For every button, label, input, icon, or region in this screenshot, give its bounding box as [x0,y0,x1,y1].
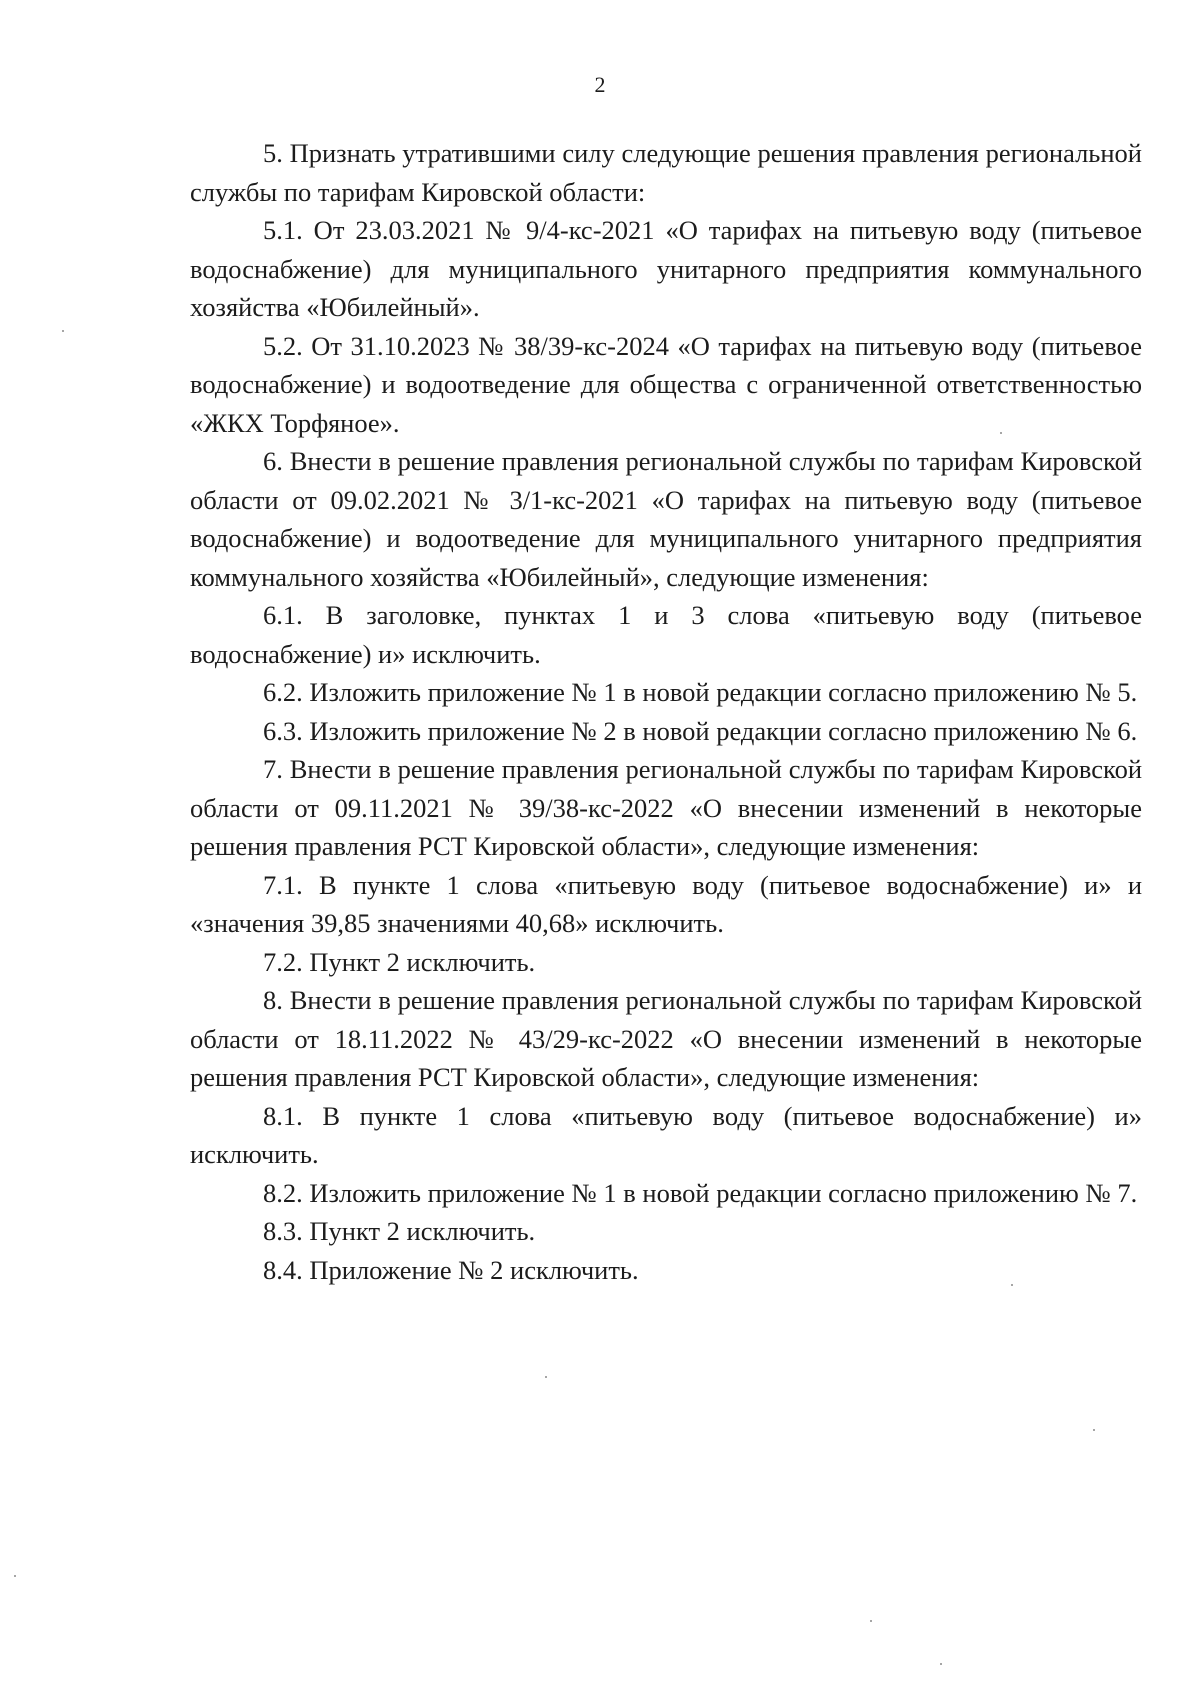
paragraph-7: 7. Внести в решение правления региональной службы по тарифам Кировской области от 09.11.2021 № 39/38-кс-2022 «О внесении изменений в некоторые решения правления РСТ Кировской области», следующие изменения: [190,754,1142,861]
paragraph-5-1: 5.1. От 23.03.2021 № 9/4-кс-2021 «О тарифах на питьевую воду (питьевое водоснабжение) для муниципального унитарного предприятия коммунального хозяйства «Юбилейный». [190,215,1142,322]
paragraph-6-2: 6.2. Изложить приложение № 1 в новой редакции согласно приложению № 5. [263,677,1138,707]
paragraph-6: 6. Внести в решение правления региональной службы по тарифам Кировской области от 09.02.2021 № 3/1-кс-2021 «О тарифах на питьевую воду (питьевое водоснабжение) и водоотведение для муниципального унитарного предприятия коммунального хозяйства «Юбилейный», следующие изменения: [190,446,1142,592]
paragraph-8-4: 8.4. Приложение № 2 исключить. [263,1254,639,1285]
paragraph-8-1: 8.1. В пункте 1 слова «питьевую воду (питьевое водоснабжение) и» исключить. [190,1100,1142,1169]
page-number: 2 [594,72,606,97]
scan-speck [1000,432,1002,434]
document-body [190,134,1142,1289]
scan-speck [14,1575,16,1577]
paragraph-7-1: 7.1. В пункте 1 слова «питьевую воду (питьевое водоснабжение) и» и «значения 39,85 значениями 40,68» исключить. [190,869,1142,938]
scan-speck [62,330,64,332]
paragraph-8-3: 8.3. Пункт 2 исключить. [263,1216,536,1246]
paragraph-5: 5. Признать утратившими силу следующие решения правления региональной службы по тарифам Кировской области: [190,138,1142,207]
paragraph-5-2: 5.2. От 31.10.2023 № 38/39-кс-2024 «О тарифах на питьевую воду (питьевое водоснабжение) и водоотведение для общества с ограниченной ответственностью «ЖКХ Торфяное». [190,330,1142,438]
scan-speck [870,1620,872,1622]
scan-speck [1093,1429,1095,1431]
paragraph-8-2: 8.2. Изложить приложение № 1 в новой редакции согласно приложению № 7. [263,1177,1138,1208]
scan-speck [940,1663,942,1665]
paragraph-6-3: 6.3. Изложить приложение № 2 в новой редакции согласно приложению № 6. [263,715,1138,746]
paragraph-8: 8. Внести в решение правления региональной службы по тарифам Кировской области от 18.11.2022 № 43/29-кс-2022 «О внесении изменений в некоторые решения правления РСТ Кировской области», следующие изменения: [190,985,1142,1092]
paragraph-7-2: 7.2. Пункт 2 исключить. [263,946,536,977]
scan-speck [545,1376,547,1378]
scan-speck [1011,1284,1013,1286]
paragraph-6-1: 6.1. В заголовке, пунктах 1 и 3 слова «питьевую воду (питьевое водоснабжение) и» исключить. [190,600,1142,669]
